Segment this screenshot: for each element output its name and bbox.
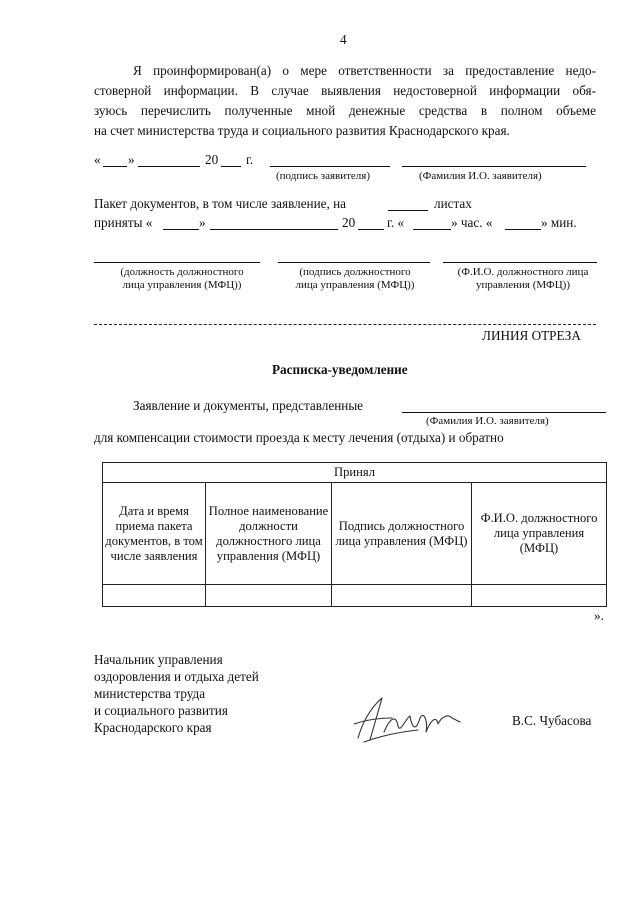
applicant-signature-caption: (подпись заявителя) bbox=[276, 170, 371, 182]
intro-line-3: зуюсь перечислить полученные мной денежные средства в полном объеме bbox=[94, 103, 596, 118]
applicant-name-field[interactable] bbox=[402, 166, 586, 167]
intro-line-4: на счет министерства труда и социального развития Краснодарского края. bbox=[94, 123, 510, 138]
received-month-field[interactable] bbox=[210, 229, 338, 230]
footer-line-1: Начальник управления bbox=[94, 652, 223, 667]
received-hours-label: » час. « bbox=[451, 215, 493, 230]
official-position-field[interactable] bbox=[94, 262, 260, 263]
received-year-field[interactable] bbox=[358, 229, 384, 230]
intro-line-2: стоверной информации. В случае выявления недостоверной информации обя- bbox=[94, 83, 596, 98]
received-minutes-label: » мин. bbox=[541, 215, 577, 230]
table-header-signature: Подпись должностного лица управления (МФЦ) bbox=[332, 483, 472, 585]
date-quote-close: » bbox=[128, 152, 135, 167]
footer-line-2: оздоровления и отдыха детей bbox=[94, 669, 259, 684]
year-prefix: 20 bbox=[205, 152, 219, 167]
official-position-caption-line-2: лица управления (МФЦ)) bbox=[122, 279, 242, 291]
applicant-signature-field[interactable] bbox=[270, 166, 390, 167]
cut-line bbox=[94, 324, 596, 325]
received-year-prefix: 20 bbox=[342, 215, 356, 230]
receipt-title: Расписка-уведомление bbox=[272, 362, 408, 377]
received-minutes-field[interactable] bbox=[505, 229, 541, 230]
table-group-header: Принял bbox=[103, 463, 607, 483]
intro-line-1: Я проинформирован(а) о мере ответственности за предоставление недо- bbox=[133, 63, 596, 78]
receipt-line-1: Заявление и документы, представленные bbox=[133, 398, 364, 413]
official-position-caption bbox=[94, 266, 270, 292]
footer-line-4: и социального развития bbox=[94, 703, 228, 718]
applicant-name-caption: (Фамилия И.О. заявителя) bbox=[419, 170, 542, 182]
official-name-caption-line-2: управления (МФЦ)) bbox=[475, 279, 571, 291]
received-hours-field[interactable] bbox=[413, 229, 451, 230]
receipt-line-2: для компенсации стоимости проезда к месту лечения (отдыха) и обратно bbox=[94, 430, 504, 445]
signer-name: В.С. Чубасова bbox=[512, 713, 592, 728]
page-number: 4 bbox=[340, 32, 347, 47]
date-quote-open: « bbox=[94, 152, 101, 167]
official-name-caption bbox=[440, 266, 606, 292]
year-field[interactable] bbox=[221, 166, 241, 167]
handwritten-signature bbox=[340, 688, 470, 752]
official-signature-field[interactable] bbox=[278, 262, 430, 263]
receipt-applicant-name-field[interactable] bbox=[402, 412, 606, 413]
received-quote-close: » bbox=[199, 215, 206, 230]
cut-line-label: ЛИНИЯ ОТРЕЗА bbox=[482, 328, 581, 343]
official-signature-caption-line-2: лица управления (МФЦ)) bbox=[295, 279, 415, 291]
day-field[interactable] bbox=[103, 166, 127, 167]
official-signature-caption-line-1: (подпись должностного bbox=[299, 266, 411, 278]
package-line-1-prefix: Пакет документов, в том числе заявление, на bbox=[94, 196, 347, 211]
receipt-name-caption: (Фамилия И.О. заявителя) bbox=[426, 415, 549, 427]
table-header-position: Полное наименование должности должностного лица управления (МФЦ) bbox=[206, 483, 332, 585]
official-name-caption-line-1: (Ф.И.О. должностного лица bbox=[457, 266, 589, 278]
package-line-2-prefix: приняты « bbox=[94, 215, 153, 230]
table-cell-date[interactable] bbox=[103, 585, 206, 607]
official-position-caption-line-1: (должность должностного bbox=[120, 266, 244, 278]
table-cell-signature[interactable] bbox=[332, 585, 472, 607]
official-name-field[interactable] bbox=[443, 262, 597, 263]
receipt-table bbox=[102, 462, 607, 607]
table-header-date: Дата и время приема пакета документов, в том числе заявления bbox=[103, 483, 206, 585]
table-cell-name[interactable] bbox=[472, 585, 607, 607]
month-field[interactable] bbox=[138, 166, 200, 167]
table-cell-position[interactable] bbox=[206, 585, 332, 607]
package-line-1-suffix: листах bbox=[434, 196, 472, 211]
table-header-name: Ф.И.О. должностного лица управления (МФЦ) bbox=[472, 483, 607, 585]
footer-line-5: Краснодарского края bbox=[94, 720, 212, 735]
received-day-field[interactable] bbox=[163, 229, 199, 230]
footer-line-3: министерства труда bbox=[94, 686, 206, 701]
official-signature-caption bbox=[276, 266, 434, 292]
year-suffix: г. bbox=[246, 152, 254, 167]
received-g-label: г. « bbox=[387, 215, 405, 230]
receipt-closing: ». bbox=[594, 608, 604, 623]
sheets-count-field[interactable] bbox=[388, 210, 428, 211]
